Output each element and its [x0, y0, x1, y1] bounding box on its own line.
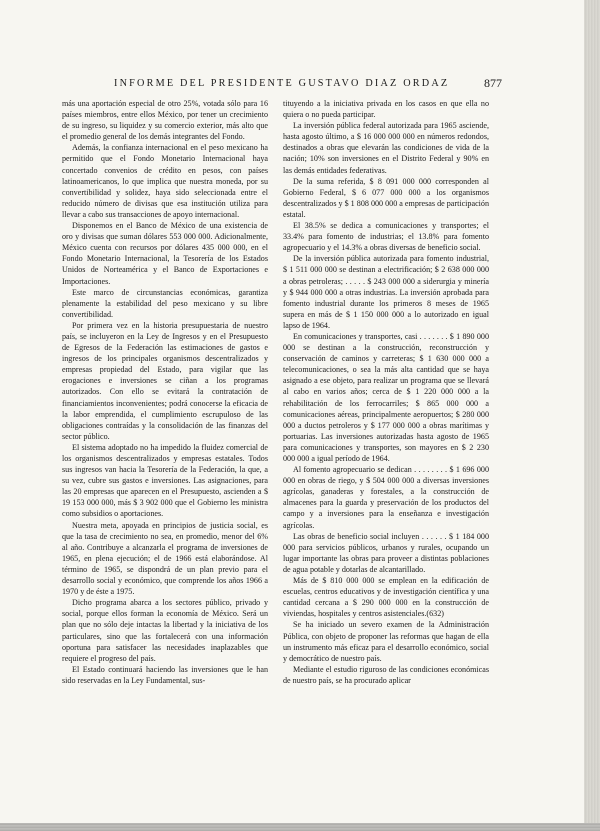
- page-bottom-edge: [0, 823, 600, 831]
- left-paragraph: Disponemos en el Banco de México de una existencia de oro y divisas que suman dólares 553 000 000. Adicionalmente, México cuenta con recursos por dólares 435 000 000, en el Fondo Monetario Internacional, la Tesorería de los Estados Unidos de Norteamérica y el Banco de Exportaciones e Importaciones.: [62, 221, 268, 286]
- right-paragraph: De la inversión pública autorizada para fomento industrial, $ 1 511 000 000 se destinan a electrificación; $ 2 638 000 000 a obras petroleras; . . . . . $ 243 000 000 a siderurgia y minería y $ 944 000 000 a otras industrias. La inversión aprobada para fomento industrial durante los primeros 8 meses de 1965 supera en más de $ 1 150 000 000 a lo autorizado en igual lapso de 1964.: [283, 254, 489, 330]
- binding-edge: [584, 0, 600, 831]
- right-paragraph: Al fomento agropecuario se dedican . . . . . . . . $ 1 696 000 000 en obras de riego, y $ 504 000 000 a diversas inversiones agrícolas, ganaderas y forestales, a la construcción de almacenes para la guarda y preservación de los productos del campo y a inversiones para la enseñanza e investigación agrícolas.: [283, 465, 489, 530]
- left-paragraph: Por primera vez en la historia presupuestaria de nuestro país, se incluyeron en la Ley de Ingresos y en el Presupuesto de Egresos de la Federación las estimaciones de gastos e ingresos de los principales organismos descentralizados y empresas propiedad del Estado, para vigilar que las erogaciones e inversiones se ciñan a los programas autorizados. Con ello se evitará la contratación de financiamientos inconvenientes; podrá conocerse la eficacia de la labor emprendida, el cumplimiento escrupuloso de las obligaciones contraídas y la consolidación de las finanzas del sector público.: [62, 320, 268, 441]
- left-paragraph: Dicho programa abarca a los sectores público, privado y social, porque ellos forman la economía de México. Será un plan que no sólo deje intactas la libertad y la iniciativa de los particulares, sino que las fortalecerá con una información oportuna para satisfacer las necesidades inaplazables que requiere el progreso del país.: [62, 598, 268, 663]
- right-paragraph: tituyendo a la iniciativa privada en los casos en que ella no quiera o no pueda participar.: [283, 99, 489, 120]
- right-paragraph: En comunicaciones y transportes, casi . . . . . . . $ 1 890 000 000 se destinan a la construcción, reconstrucción y conservación de caminos y carreteras; $ 1 630 000 000 a telecomunicaciones, o sea la más alta cantidad que se haya asignado a ese objeto, para realizar un programa que se llevará al cabo en varios años; cerca de $ 1 220 000 000 a la rehabilitación de los ferrocarriles; $ 865 000 000 a comunicaciones aéreas, principalmente aeropuertos; $ 280 000 000 a ductos petroleros y $ 177 000 000 a obras marítimas y portuarias. Las inversiones autorizadas hasta agosto de 1965 para comunicaciones y transportes, son mayores en $ 2 230 000 000 a igual período de 1964.: [283, 331, 489, 463]
- right-paragraph: El 38.5% se dedica a comunicaciones y transportes; el 33.4% para fomento de industrias; el 13.8% para fomento agropecuario y el 14.3% a obras diversas de beneficio social.: [283, 221, 489, 253]
- left-paragraph: Nuestra meta, apoyada en principios de justicia social, es que la tasa de crecimiento no sea, en promedio, menor del 6% al año. Contribuye a alcanzarla el programa de inversiones de 1965, en plena ejecución; el de 1966 está elaborándose. Al término de 1965, se dispondrá de un plan previo para el desarrollo social y económico, que comprende los años 1966 a 1970 y de éste a 1975.: [62, 520, 268, 597]
- left-paragraph: Además, la confianza internacional en el peso mexicano ha permitido que el Fondo Monetario Internacional haya concertado convenios de crédito en pesos, con países latinoamericanos, lo que implica que nuestra moneda, por su convertibilidad y solidez, haya sido seleccionada entre el reducido número de divisas que esa institución utiliza para llevar a cabo sus transacciones de apoyo internacional.: [62, 143, 268, 219]
- page-number: 877: [484, 76, 502, 90]
- right-paragraph: Se ha iniciado un severo examen de la Administración Pública, con objeto de proponer las reformas que hagan de ella un instrumento más eficaz para el desarrollo económico, social y democrático de nuestro país.: [283, 620, 489, 663]
- left-paragraph: El sistema adoptado no ha impedido la fluidez comercial de los organismos descentralizados y empresas estatales. Todos sus ingresos van hacia la Tesorería de la Federación, la que, a su vez, cubre sus gastos e inversiones. Las asignaciones, para las 20 empresas que aparecen en el Presupuesto, ascienden a $ 19 153 000 000, más $ 3 902 000 que el Gobierno les ministra como subsidios o aportaciones.: [62, 442, 268, 519]
- right-paragraph: De la suma referida, $ 8 091 000 000 corresponden al Gobierno Federal, $ 6 077 000 000 a los organismos descentralizados y $ 1 808 000 000 a empresas de participación estatal.: [283, 176, 489, 219]
- right-column: [283, 98, 489, 686]
- right-paragraph: Las obras de beneficio social incluyen . . . . . . $ 1 184 000 000 para servicios públicos, urbanos y rurales, ocupando un lugar importante las obras para proveer a distintas poblaciones de agua potable y dotarlas de alcantarillado.: [283, 531, 489, 574]
- left-paragraph: más una aportación especial de otro 25%, votada sólo para 16 países miembros, entre ellos México, por tener un crecimiento de su ingreso, su liquidez y su comercio exterior, más alto que el promedio general de los demás integrantes del Fondo.: [62, 99, 268, 142]
- left-paragraph: El Estado continuará haciendo las inversiones que le han sido reservadas en la Ley Fundamental, sus-: [62, 664, 268, 685]
- running-header: INFORME DEL PRESIDENTE GUSTAVO DIAZ ORDAZ: [114, 78, 450, 89]
- right-paragraph: Más de $ 810 000 000 se emplean en la edificación de escuelas, centros educativos y de investigación científica y una cantidad cercana a $ 290 000 000 en la construcción de viviendas, hospitales y centros asistenciales.(632): [283, 576, 489, 619]
- left-column: [62, 98, 268, 686]
- right-paragraph: Mediante el estudio riguroso de las condiciones económicas de nuestro país, se ha procurado aplicar: [283, 664, 489, 685]
- right-paragraph: La inversión pública federal autorizada para 1965 asciende, hasta agosto último, a $ 16 000 000 000 en números redondos, destinados a obras que elevarán las condiciones de vida de la nación; 10% son inversiones en el Distrito Federal y 90% en las demás entidades federativas.: [283, 121, 489, 175]
- left-paragraph: Este marco de circunstancias económicas, garantiza plenamente la estabilidad del peso mexicano y su libre convertibilidad.: [62, 287, 268, 319]
